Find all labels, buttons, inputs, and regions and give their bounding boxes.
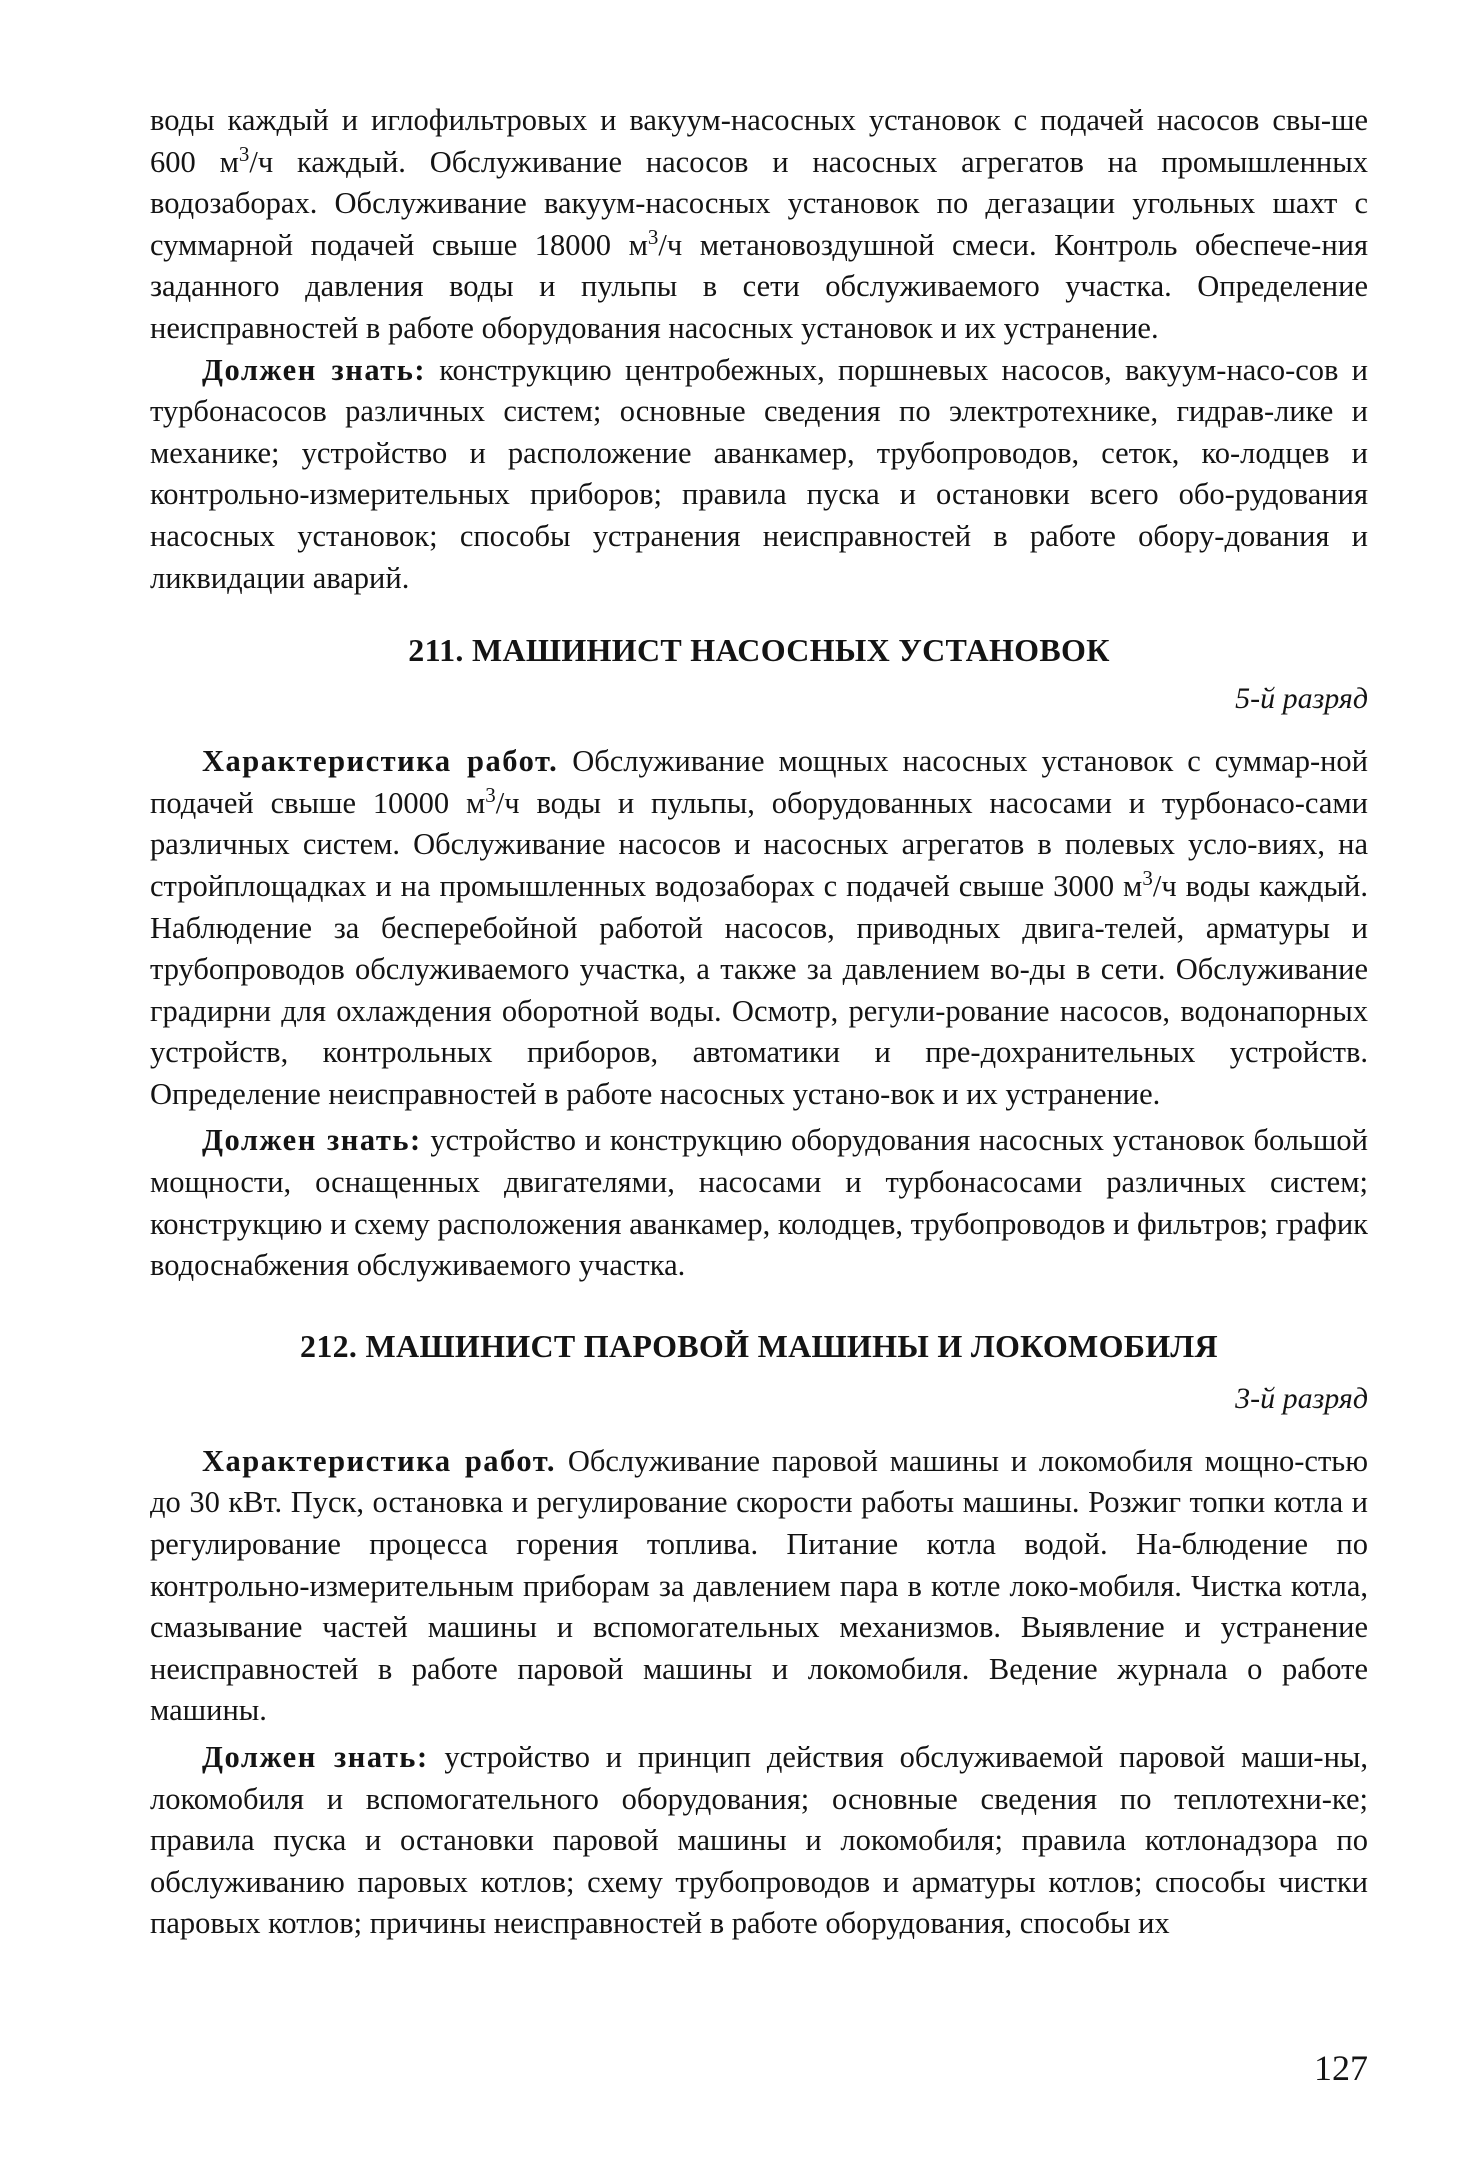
paragraph-212-must-know: Должен знать: устройство и принцип действия обслуживаемой паровой маши-ны, локомобиля и вспомогательного оборудования; основные сведения по теплотехни-ке; правила пуска и остановки паровой машины и локомобиля; правила котлонадзора по обслуживанию паровых котлов; схему трубопроводов и арматуры котлов; способы чистки паровых котлов; причины неисправностей в работе оборудования, способы их: [150, 1740, 1369, 1941]
characteristics-label: Характеристика работ.: [202, 1443, 557, 1478]
paragraph-continuation: воды каждый и иглофильтровых и вакуум-насосных установок с подачей насосов свы-ше 600 $м^3/ч$ каждый. Обслуживание насосов и насосных агрегатов на промышленных водозаборах. Обслуживание вакуум-насосных установок по дегазации угольных шахт с суммарной подачей свыше 18000 $м^3/ч$ метановоздушной смеси. Контроль обеспече-ния заданного давления воды и пульпы в сети обслуживаемого участка. Определение неисправностей в работе оборудования насосных установок и их устранение.: [150, 103, 1368, 345]
paragraph-must-know-top: Должен знать: конструкцию центробежных, поршневых насосов, вакуум-насо-сов и турбонасосов различных систем; основные сведения по электротехнике, гидрав-лике и механике; устройство и расположение аванкамер, трубопроводов, сеток, ко-лодцев и контрольно-измерительных приборов; правила пуска и остановки всего обо-рудования насосных установок; способы устранения неисправностей в работе обору-дования и ликвидации аварий.: [150, 352, 1368, 595]
section-212-grade: 3-й разряд: [1235, 1381, 1368, 1415]
section-212-title: 212. МАШИНИСТ ПАРОВОЙ МАШИНЫ И ЛОКОМОБИЛЯ: [300, 1327, 1218, 1364]
page-number: 127: [1314, 2048, 1368, 2088]
paragraph-211-must-know: Должен знать: устройство и конструкцию оборудования насосных установок большой мощности, оснащенных двигателями, насосами и турбонасосами различных систем; конструкцию и схему расположения аванкамер, колодцев, трубопроводов и фильтров; график водоснабжения обслуживаемого участка.: [150, 1123, 1368, 1283]
document-page: [150, 98, 1368, 1945]
characteristics-label: Характеристика работ.: [202, 744, 559, 779]
must-know-label: Должен знать:: [202, 1740, 429, 1774]
must-know-label: Должен знать:: [202, 1123, 422, 1158]
paragraph-212-characteristics: Характеристика работ. Обслуживание паровой машины и локомобиля мощно-стью до 30 кВт. Пуск, остановка и регулирование скорости работы машины. Розжиг топки котла и регулирование процесса горения топлива. Питание котла водой. На-блюдение по контрольно-измерительным приборам за давлением пара в котле локо-мобиля. Чистка котла, смазывание частей машины и вспомогательных механизмов. Выявление и устранение неисправностей в работе паровой машины и локомобиля. Ведение журнала о работе машины.: [150, 1443, 1368, 1728]
paragraph-211-characteristics: Характеристика работ. Обслуживание мощных насосных установок с суммар-ной подачей свыше 10000 $м^3/ч$ воды и пульпы, оборудованных насосами и турбонасо-сами различных систем. Обслуживание насосов и насосных агрегатов в полевых усло-виях, на стройплощадках и на промышленных водозаборах с подачей свыше 3000 $м^3/ч$ воды каждый. Наблюдение за бесперебойной работой насосов, приводных двига-телей, арматуры и трубопроводов обслуживаемого участка, а также за давлением во-ды в сети. Обслуживание градирни для охлаждения оборотной воды. Осмотр, регули-рование насосов, водонапорных устройств, контрольных приборов, автоматики и пре-дохранительных устройств. Определение неисправностей в работе насосных устано-вок и их устранение.: [150, 744, 1369, 1111]
section-211-title: 211. МАШИНИСТ НАСОСНЫХ УСТАНОВОК: [408, 632, 1110, 669]
section-211-grade: 5-й разряд: [1235, 682, 1368, 716]
must-know-label: Должен знать:: [202, 352, 427, 387]
